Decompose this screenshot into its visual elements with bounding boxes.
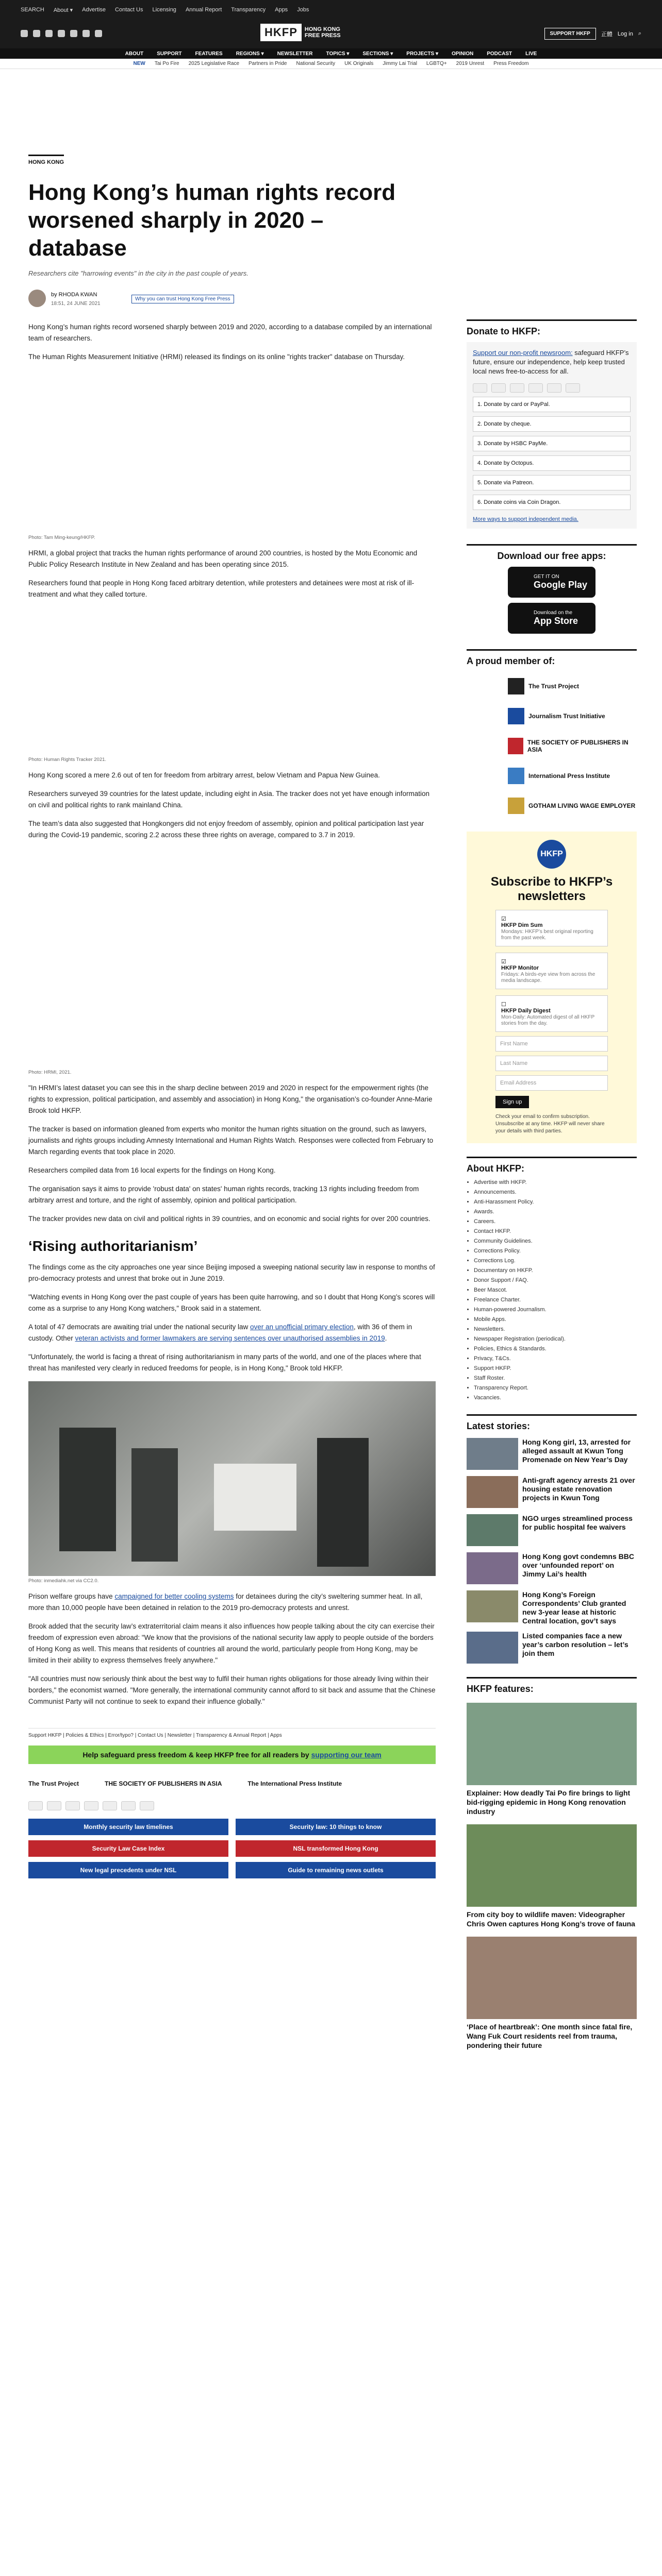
trust-link[interactable]: Why you can trust Hong Kong Free Press [131,295,234,303]
about-list [467,1179,637,1401]
youtube-icon[interactable] [58,30,65,37]
latest-story[interactable] [467,1632,637,1664]
about-link[interactable]: • Vacancies. [474,1395,637,1401]
feature-image[interactable] [467,1703,637,1785]
photo-figure [214,1464,296,1531]
member-icon [508,798,524,814]
publish-date: 18:51, 24 JUNE 2021 [51,301,101,307]
about-link[interactable]: • Documentary on HKFP. [474,1267,637,1274]
paragraph: The tracker is based on information gleaned from experts who monitor the human rights situation on the ground, such as lawyers, journalists and rights groups including Amnesty International and Human Rights Watch. Responses were collected from February to March regarding events that took place in 2020. [28,1125,434,1156]
feature-title[interactable]: ‘Place of heartbreak’: One month since fatal fire, Wang Fuk Court residents reel from trauma, pondering their future [467,2023,633,2049]
member-name: International Press Institute [528,772,610,779]
about-link[interactable]: • Newsletters. [474,1326,637,1332]
image-caption: Photo: Tam Ming-keung/HKFP. [28,535,95,540]
facebook-icon[interactable] [33,30,40,37]
rss-icon[interactable] [95,30,102,37]
trending-nav [0,59,662,69]
octopus-icon [121,1801,136,1810]
feature-title[interactable]: From city boy to wildlife maven: Videographer Chris Owen captures Hong Kong’s trove of fauna [467,1910,635,1928]
latest-story[interactable] [467,1590,637,1625]
paragraph: The tracker provides new data on civil and political rights in 39 countries, and on economic and social rights for over 200 countries. [28,1215,431,1223]
member-icon [508,678,524,694]
text: , with 36 of them in custody. Other [28,1323,412,1342]
donate-option[interactable]: 3. Donate by HSBC PayMe. [473,436,631,451]
login-link[interactable]: Log in [617,30,633,37]
newsletter-option[interactable] [495,995,608,1032]
donate-option[interactable]: 5. Donate via Patreon. [473,475,631,490]
donate-option[interactable]: 1. Donate by card or PayPal. [473,397,631,412]
photo-figure [59,1428,116,1551]
newsletter-desc: Mondays: HKFP’s best original reporting from the past week. [501,929,593,941]
newsletter-box [467,832,637,1143]
checkbox-icon[interactable]: ☑ [501,959,506,965]
feature-story[interactable] [467,1937,637,2050]
security-law-buttons [28,1819,436,1878]
feature-image[interactable] [467,1824,637,1907]
partner-logos [28,1773,436,1794]
photo-figure [317,1438,369,1567]
topbar-link[interactable]: Contact Us [115,7,143,13]
feature-title[interactable]: Explainer: How deadly Tai Po fire brings to light bid-rigging epidemic in Hong Kong renovation industry [467,1789,631,1816]
about-link[interactable]: • Careers. [474,1218,637,1225]
about-heading: About HKFP: [467,1157,637,1174]
telegram-icon[interactable] [82,30,90,37]
topbar-link[interactable]: About ▾ [53,7,73,13]
main-nav [0,48,662,59]
text: . [385,1334,387,1342]
member-icon [508,768,524,784]
newsletter-desc: Mon-Daily: Automated digest of all HKFP stories from the day. [501,1014,595,1026]
sidebar [467,319,637,2050]
amex-icon [510,383,524,393]
nav-item[interactable]: LIVE [525,51,537,57]
article-image [28,841,436,1067]
logo-mark: HKFP [260,24,302,41]
paragraph: The organisation says it aims to provide 'robust data' on states' human rights records, tracking 13 rights including freedom from arbitrary arrest and torture, and the right of assembly, opinion and political participation. [28,1185,419,1204]
topbar [0,0,662,20]
paypal-icon [84,1801,98,1810]
trending-link[interactable]: National Security [296,61,336,66]
paragraph [28,1321,436,1344]
partner-logo[interactable]: THE SOCIETY OF PUBLISHERS IN ASIA [105,1780,222,1787]
linkedin-icon[interactable] [70,30,77,37]
security-law-button[interactable]: Security law: 10 things to know [236,1819,436,1835]
search-icon[interactable]: ⌕ [638,30,641,37]
text: safeguard HKFP’s future, ensure our independence, help keep trusted local news free-to-access for all. [473,349,629,375]
about-link[interactable]: • Support HKFP. [474,1365,637,1371]
trending-link[interactable]: Jimmy Lai Trial [383,61,417,66]
feature-story[interactable] [467,1703,637,1816]
member-logo[interactable] [508,736,637,756]
member-heading: A proud member of: [467,649,637,667]
about-link[interactable]: • Contact HKFP. [474,1228,637,1234]
signup-button[interactable]: Sign up [495,1096,529,1108]
about-link[interactable]: • Beer Mascot. [474,1287,637,1293]
member-icon [508,738,523,754]
social-icons [21,30,102,37]
donate-more-link[interactable]: More ways to support independent media. [473,516,578,522]
author-avatar [28,290,46,307]
member-name: THE SOCIETY OF PUBLISHERS IN ASIA [527,739,628,753]
donate-text [473,348,631,376]
article-image [28,600,436,755]
app-big: App Store [534,616,578,626]
partner-logo[interactable]: The Trust Project [28,1780,79,1787]
topbar-link[interactable]: Licensing [152,7,176,13]
feature-story[interactable] [467,1824,637,1928]
newsletter-title: Subscribe to HKFP’s newsletters [490,875,613,903]
latest-story[interactable] [467,1514,637,1546]
about-link[interactable]: • Anti-Harassment Policy. [474,1199,637,1205]
trending-link[interactable]: UK Originals [344,61,374,66]
paragraph: The Human Rights Measurement Initiative (HRMI) released its findings on its online "rights tracker" database on Thursday. [28,353,405,361]
security-law-button[interactable]: New legal precedents under NSL [28,1862,228,1878]
member-logo[interactable] [508,706,637,726]
about-link[interactable]: • Staff Roster. [474,1375,637,1381]
nav-item[interactable]: NEWSLETTER [277,51,313,57]
nav-item[interactable]: ABOUT [125,51,144,57]
paragraph: "In HRMI’s latest dataset you can see this in the sharp decline between 2019 and 2020 in respect for the empowerment rights (the rights to expression, political participation, and assembly and association) in Hong Kong," the organisation’s co-founder Anne-Marie Brook told HKFP. [28,1084,433,1114]
apps-heading: Download our free apps: [467,544,637,562]
latest-story[interactable] [467,1552,637,1584]
support-cta[interactable] [28,1745,436,1764]
site-header [0,20,662,69]
paragraph: Hong Kong scored a mere 2.6 out of ten for freedom from arbitrary arrest, below Vietnam and Papua New Guinea. [28,771,380,779]
features-heading: HKFP features: [467,1677,637,1694]
about-link[interactable]: • Corrections Policy. [474,1248,637,1254]
story-thumbnail[interactable] [467,1438,518,1470]
image-caption: Photo: Human Rights Tracker 2021. [28,757,107,762]
visa-icon [28,1801,43,1810]
last-name-input[interactable]: Last Name [495,1056,608,1071]
story-thumbnail[interactable] [467,1552,518,1584]
nav-item[interactable]: PODCAST [487,51,512,57]
topbar-link[interactable]: Advertise [82,7,106,13]
mastercard-icon [47,1801,61,1810]
story-title[interactable]: Hong Kong girl, 13, arrested for alleged assault at Kwun Tong Promenade on New Year’s Day [522,1438,631,1464]
latest-story[interactable] [467,1438,637,1470]
member-name: The Trust Project [528,683,580,690]
author-name[interactable]: by RHODA KWAN [51,292,97,298]
new-badge: NEW [133,61,145,66]
topbar-link[interactable]: SEARCH [21,7,44,13]
trending-link[interactable]: Tai Po Fire [154,61,179,66]
paragraph: "Unfortunately, the world is facing a threat of rising authoritarianism in many parts of the world, and one of the places where that threat has manifested very clearly in reduced freedoms for people, is in Hong Kong," Brook told HKFP. [28,1353,421,1372]
paragraph: Hong Kong’s human rights record worsened sharply between 2019 and 2020, according to a database compiled by an international team of researchers. [28,323,432,342]
newsletter-option[interactable] [495,910,608,946]
member-name: GOTHAM LIVING WAGE EMPLOYER [528,802,636,809]
latest-story[interactable] [467,1476,637,1508]
paragraph: The team’s data also suggested that Hongkongers did not enjoy freedom of assembly, opinion and political participation last year during the Covid-19 pandemic, scoring 2.2 across these three rights on average, compared to 3.7 in 2019. [28,820,424,839]
newsletter-note: Check your email to confirm subscription. Unsubscribe at any time. HKFP will never share your details with third parties. [495,1114,605,1134]
newsletter-option[interactable] [495,953,608,989]
nav-item[interactable]: TOPICS ▾ [326,51,350,57]
photo-figure [131,1448,178,1562]
payment-icons [28,1801,436,1810]
nav-item[interactable]: SECTIONS ▾ [362,51,393,57]
story-thumbnail[interactable] [467,1632,518,1664]
nav-item[interactable]: OPINION [451,51,474,57]
trending-link[interactable]: 2025 Legislative Race [188,61,240,66]
donate-heading: Donate to HKFP: [467,319,637,337]
story-thumbnail[interactable] [467,1590,518,1622]
story-title[interactable]: Listed companies face a new year’s carbon resolution – let’s join them [522,1632,628,1657]
feature-image[interactable] [467,1937,637,2019]
newsletter-name: HKFP Daily Digest [501,1008,551,1014]
topbar-link[interactable]: Jobs [297,7,309,13]
instagram-icon[interactable] [45,30,53,37]
article [28,155,436,1878]
mastercard-icon [491,383,506,393]
article-photo [28,1381,436,1576]
app-small: Download on the [534,610,573,616]
donate-link[interactable]: Support our non-profit newsroom: [473,349,573,357]
about-link[interactable]: • Awards. [474,1209,637,1215]
about-link[interactable]: • Mobile Apps. [474,1316,637,1323]
cta-text: Help safeguard press freedom & keep HKFP free for all readers by [82,1751,311,1759]
story-thumbnail[interactable] [467,1476,518,1508]
patreon-icon [140,1801,154,1810]
paragraph: The findings come as the city approaches one year since Beijing imposed a sweeping national security law in response to months of pro-democracy protests and unrest that broke out in June 2019. [28,1263,435,1282]
first-name-input[interactable]: First Name [495,1036,608,1052]
story-title[interactable]: Hong Kong govt condemns BBC over ‘unfounded report’ on Jimmy Lai’s health [522,1552,634,1578]
payment-icons [473,383,631,393]
paragraph: Brook added that the security law’s extraterritorial claim means it also influences how people talking about the city can exercise their freedom of expression even abroad: "We know that the provisions of the national security law apply to people outside of the borders of Hong Kong as well. This means that residents of countries all around the world, particularly people from Hong Kong, may be limited in their ability to express themselves freely anywhere." [28,1622,435,1664]
article-title: Hong Kong’s human rights record worsened sharply in 2020 – database [28,180,396,261]
newsletter-name: HKFP Monitor [501,965,539,971]
story-thumbnail[interactable] [467,1514,518,1546]
site-logo[interactable] [260,24,341,41]
text: A total of 47 democrats are awaiting trial under the national security law [28,1323,250,1331]
security-law-button[interactable]: NSL transformed Hong Kong [236,1840,436,1857]
story-title[interactable]: Hong Kong’s Foreign Correspondents’ Club granted new 3-year lease at historic Central location, gov’t says [522,1590,626,1625]
header-actions [544,28,642,40]
newsletter-logo: HKFP [537,840,566,869]
newsletter-desc: Fridays: A birds-eye view from across the media landscape. [501,972,595,984]
about-link[interactable]: • Advertise with HKFP. [474,1179,637,1185]
language-link[interactable]: 正體 [601,31,613,38]
security-law-button[interactable]: Monthly security law timelines [28,1819,228,1835]
trending-link[interactable]: Partners in Pride [249,61,287,66]
latest-heading: Latest stories: [467,1414,637,1432]
paragraph: Researchers compiled data from 16 local experts for the findings on Hong Kong. [28,1166,276,1174]
article-category[interactable]: HONG KONG [28,155,64,165]
google-play-button[interactable] [508,567,595,598]
checkbox-icon[interactable]: ☑ [501,916,506,922]
image-caption: Photo: HRMI, 2021. [28,1070,72,1075]
about-link[interactable]: • Newspaper Registration (periodical). [474,1336,637,1342]
app-big: Google Play [534,580,588,590]
text: Prison welfare groups have [28,1592,115,1600]
trending-link[interactable]: LGBTQ+ [426,61,447,66]
article-standfirst: Researchers cite "harrowing events" in the city in the past couple of years. [28,269,249,277]
paragraph [28,1591,436,1614]
topbar-link[interactable]: Apps [275,7,288,13]
partner-logo[interactable]: The International Press Institute [247,1780,342,1787]
visa-icon [473,383,487,393]
support-button[interactable]: SUPPORT HKFP [544,28,596,40]
article-image [28,363,436,533]
inline-link[interactable]: campaigned for better cooling systems [114,1592,234,1600]
image-caption: Photo: inmediahk.net via CC2.0. [28,1578,99,1584]
security-law-button[interactable]: Security Law Case Index [28,1840,228,1857]
story-title[interactable]: Anti-graft agency arrests 21 over housing estate renovation projects in Kwun Tong [522,1476,635,1502]
donate-option[interactable]: 4. Donate by Octopus. [473,455,631,471]
section-heading: ‘Rising authoritarianism’ [28,1238,198,1254]
paypal-icon [528,383,543,393]
byline [28,290,436,310]
nav-item[interactable]: PROJECTS ▾ [406,51,438,57]
topbar-link[interactable]: Transparency [231,7,266,13]
donate-option[interactable]: 6. Donate coins via Coin Dragon. [473,495,631,510]
trending-link[interactable]: Press Freedom [493,61,529,66]
about-link[interactable]: • Human-powered Journalism. [474,1307,637,1313]
app-store-button[interactable] [508,603,595,634]
payme-icon [547,383,561,393]
nav-item[interactable]: REGIONS ▾ [236,51,264,57]
member-logo[interactable] [508,676,637,697]
nav-item[interactable]: FEATURES [195,51,223,57]
twitter-icon[interactable] [21,30,28,37]
cta-link[interactable]: supporting our team [311,1751,382,1759]
octopus-icon [566,383,580,393]
about-link[interactable]: • Community Guidelines. [474,1238,637,1244]
newsletter-name: HKFP Dim Sum [501,922,543,928]
inline-link[interactable]: veteran activists and former lawmakers are serving sentences over unauthorised assemblies in 2019 [75,1334,385,1342]
about-link[interactable]: • Corrections Log. [474,1258,637,1264]
about-link[interactable]: • Privacy, T&Cs. [474,1355,637,1362]
security-law-button[interactable]: Guide to remaining news outlets [236,1862,436,1878]
amex-icon [65,1801,80,1810]
logo-text: HONG KONG FREE PRESS [304,26,341,39]
member-name: Journalism Trust Initiative [528,713,605,720]
inline-link[interactable]: over an unofficial primary election [250,1323,354,1331]
paragraph: "All countries must now seriously think about the best way to fulfil their human rights obligations for those already living within their borders," the economist warned. "More generally, the international community cannot afford to sit back and assume that the Chinese Communist Party will not continue to seek to expand their influence globally." [28,1675,436,1705]
paragraph: Researchers surveyed 39 countries for the latest update, including eight in Asia. The tracker does not yet have enough information on civil and political rights to rank mainland China. [28,790,429,809]
app-small: GET IT ON [534,574,559,580]
checkbox-icon[interactable]: ☐ [501,1002,506,1008]
article-footer-links[interactable]: Support HKFP | Policies & Ethics | Error/typo? | Contact Us | Newsletter | Transparency & Annual Report | Apps [28,1728,436,1738]
about-link[interactable]: • Transparency Report. [474,1385,637,1391]
payme-icon [103,1801,117,1810]
text: for detainees during the city’s sweltering summer heat. In all, more than 10,000 people have been detained in relation to the 2019 pro-democracy protests and unrest. [28,1592,423,1612]
email-input[interactable]: Email Address [495,1075,608,1091]
nav-item[interactable]: SUPPORT [157,51,182,57]
about-link[interactable]: • Donor Support / FAQ. [474,1277,637,1283]
member-logo[interactable] [508,795,637,816]
story-title[interactable]: NGO urges streamlined process for public hospital fee waivers [522,1514,633,1531]
about-link[interactable]: • Policies, Ethics & Standards. [474,1346,637,1352]
paragraph: Researchers found that people in Hong Kong faced arbitrary detention, while protesters and detainees were most at risk of ill-treatment and what they called torture. [28,579,415,598]
paragraph: "Watching events in Hong Kong over the past couple of years has been quite harrowing, and so I doubt that Hong Kong’s scores will come as a surprise to any Hong Kong watchers," Brook said in a statement. [28,1293,435,1312]
donate-box [467,342,637,529]
about-link[interactable]: • Announcements. [474,1189,637,1195]
member-icon [508,708,524,724]
trending-link[interactable]: 2019 Unrest [456,61,485,66]
paragraph: HRMI, a global project that tracks the human rights performance of around 200 countries, is hosted by the Motu Economic and Public Policy Research Institute in New Zealand and has been operating since 2015. [28,549,418,568]
member-logo[interactable] [508,766,637,786]
topbar-links [21,7,309,13]
donate-option[interactable]: 2. Donate by cheque. [473,416,631,432]
topbar-link[interactable]: Annual Report [185,7,222,13]
about-link[interactable]: • Freelance Charter. [474,1297,637,1303]
